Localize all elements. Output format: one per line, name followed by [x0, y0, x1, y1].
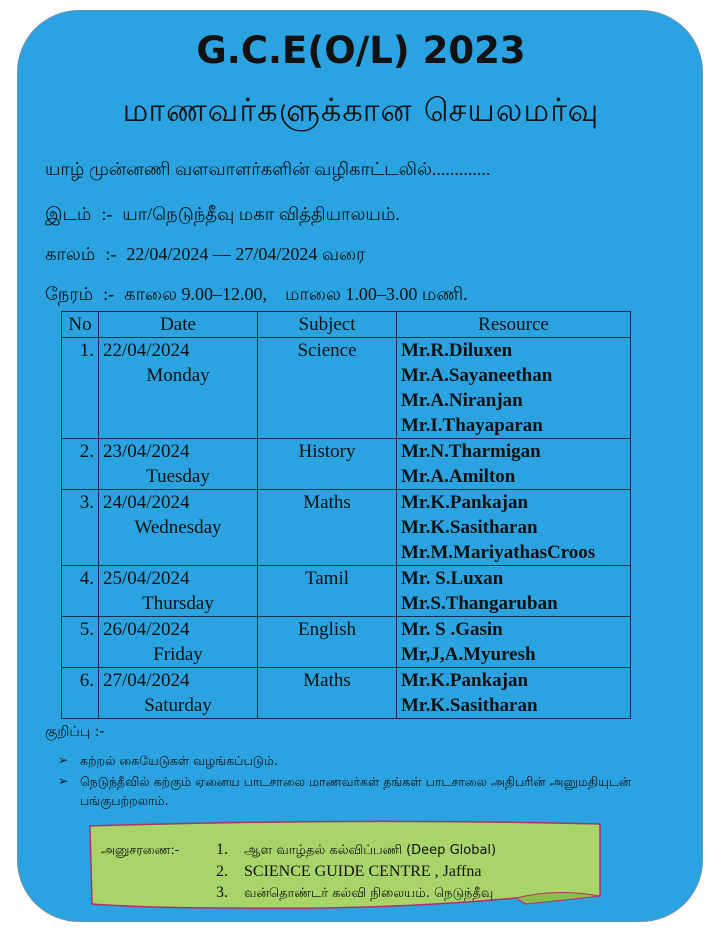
- list-item: [216, 839, 496, 861]
- date-value: 24/04/2024: [103, 492, 190, 513]
- time-value: காலை 9.00–12.00, மாலை 1.00–3.00 மணி.: [124, 284, 468, 304]
- row-resources: [397, 490, 631, 566]
- row-no: 1.: [62, 338, 99, 439]
- row-date: [99, 668, 258, 719]
- header-resource: Resource: [397, 312, 631, 338]
- resource-person: Mr.K.Sasitharan: [401, 517, 538, 538]
- row-date: [99, 566, 258, 617]
- day-value: Wednesday: [134, 517, 222, 538]
- poster-title: G.C.E(O/L) 2023: [196, 29, 526, 72]
- row-subject: Maths: [258, 490, 397, 566]
- notes-list: [58, 751, 678, 812]
- list-item: [58, 751, 678, 770]
- table-row: [62, 668, 631, 719]
- row-date: [99, 617, 258, 668]
- date-value: 26/04/2024: [103, 619, 190, 640]
- notes-label: குறிப்பு :-: [45, 724, 105, 740]
- row-date: [99, 338, 258, 439]
- row-subject: Science: [258, 338, 397, 439]
- sponsor-box: [86, 818, 610, 914]
- list-item: [58, 772, 678, 810]
- table-row: [62, 617, 631, 668]
- row-resources: [397, 439, 631, 490]
- row-subject: History: [258, 439, 397, 490]
- header-no: No: [62, 312, 99, 338]
- row-no: 5.: [62, 617, 99, 668]
- header-subject: Subject: [258, 312, 397, 338]
- day-value: Thursday: [142, 593, 214, 614]
- day-value: Tuesday: [146, 466, 210, 487]
- poster-subtitle: மாணவர்களுக்கான செயலமர்வு: [122, 91, 600, 129]
- guidance-line: யாழ் முன்னணி வளவாளர்களின் வழிகாட்டலில்.............: [45, 159, 491, 179]
- table-row: [62, 338, 631, 439]
- period-label: காலம்: [45, 244, 96, 264]
- row-subject: Maths: [258, 668, 397, 719]
- period-sep: :-: [105, 244, 117, 264]
- row-date: [99, 490, 258, 566]
- row-no: 4.: [62, 566, 99, 617]
- sponsor-label: அனுசரணை:-: [101, 842, 180, 857]
- time-line: [45, 284, 468, 307]
- sponsor-name: SCIENCE GUIDE CENTRE , Jaffna: [244, 863, 482, 880]
- table-header-row: [62, 312, 631, 338]
- note-text: நெடுந்தீவில் கற்கும் ஏனைய பாடசாலை மாணவர்கள் தங்கள் பாடசாலை அதிபரின் அனுமதியுடன் பங்குபற்றலாம்.: [80, 774, 631, 808]
- resource-person: Mr. S.Luxan: [401, 568, 504, 589]
- row-subject: English: [258, 617, 397, 668]
- sponsor-number: 3.: [216, 884, 228, 901]
- sponsor-name: வன்தொண்டர் கல்வி நிலையம். நெடுந்தீவு: [244, 886, 494, 901]
- row-no: 2.: [62, 439, 99, 490]
- date-value: 25/04/2024: [103, 568, 190, 589]
- arrow-bullet-icon: ➢: [58, 774, 69, 788]
- arrow-bullet-icon: ➢: [58, 753, 69, 767]
- row-resources: [397, 566, 631, 617]
- list-item: [216, 882, 496, 904]
- venue-sep: :-: [101, 204, 113, 224]
- poster-panel: [17, 10, 703, 922]
- row-no: 6.: [62, 668, 99, 719]
- resource-person: Mr.R.Diluxen: [401, 340, 513, 361]
- table-row: [62, 566, 631, 617]
- time-sep: :-: [103, 284, 115, 304]
- header-date: Date: [99, 312, 258, 338]
- table-row: [62, 439, 631, 490]
- resource-person: Mr. S .Gasin: [401, 619, 503, 640]
- row-resources: [397, 338, 631, 439]
- resource-person: Mr.K.Pankajan: [401, 492, 529, 513]
- resource-person: Mr.A.Amilton: [401, 466, 516, 487]
- resource-person: Mr.S.Thangaruban: [401, 593, 558, 614]
- schedule-table: [61, 311, 631, 719]
- venue-value: யா/நெடுந்தீவு மகா வித்தியாலயம்.: [122, 204, 400, 224]
- row-no: 3.: [62, 490, 99, 566]
- row-subject: Tamil: [258, 566, 397, 617]
- resource-person: Mr,J,A.Myuresh: [401, 644, 536, 665]
- sponsor-number: 2.: [216, 863, 228, 880]
- resource-person: Mr.A.Sayaneethan: [401, 365, 553, 386]
- date-value: 22/04/2024: [103, 340, 190, 361]
- sponsor-name: ஆள வாழ்தல் கல்விப்பணி (Deep Global): [244, 843, 497, 858]
- resource-person: Mr.M.MariyathasCroos: [401, 542, 596, 563]
- resource-person: Mr.K.Pankajan: [401, 670, 529, 691]
- resource-person: Mr.K.Sasitharan: [401, 695, 538, 716]
- venue-label: இடம்: [45, 204, 92, 224]
- time-label: நேரம்: [45, 284, 94, 304]
- sponsor-list: [216, 839, 496, 904]
- resource-person: Mr.A.Niranjan: [401, 390, 523, 411]
- day-value: Friday: [153, 644, 203, 665]
- period-line: [45, 244, 365, 267]
- day-value: Monday: [146, 365, 210, 386]
- sponsor-number: 1.: [216, 841, 228, 858]
- list-item: [216, 861, 496, 882]
- row-date: [99, 439, 258, 490]
- row-resources: [397, 617, 631, 668]
- day-value: Saturday: [144, 695, 212, 716]
- period-value: 22/04/2024 — 27/04/2024 வரை: [126, 244, 366, 264]
- date-value: 23/04/2024: [103, 441, 190, 462]
- note-text: கற்றல் கையேடுகள் வழங்கப்படும்.: [80, 753, 278, 768]
- resource-person: Mr.N.Tharmigan: [401, 441, 541, 462]
- venue-line: [45, 204, 400, 227]
- row-resources: [397, 668, 631, 719]
- table-row: [62, 490, 631, 566]
- date-value: 27/04/2024: [103, 670, 190, 691]
- resource-person: Mr.I.Thayaparan: [401, 415, 543, 436]
